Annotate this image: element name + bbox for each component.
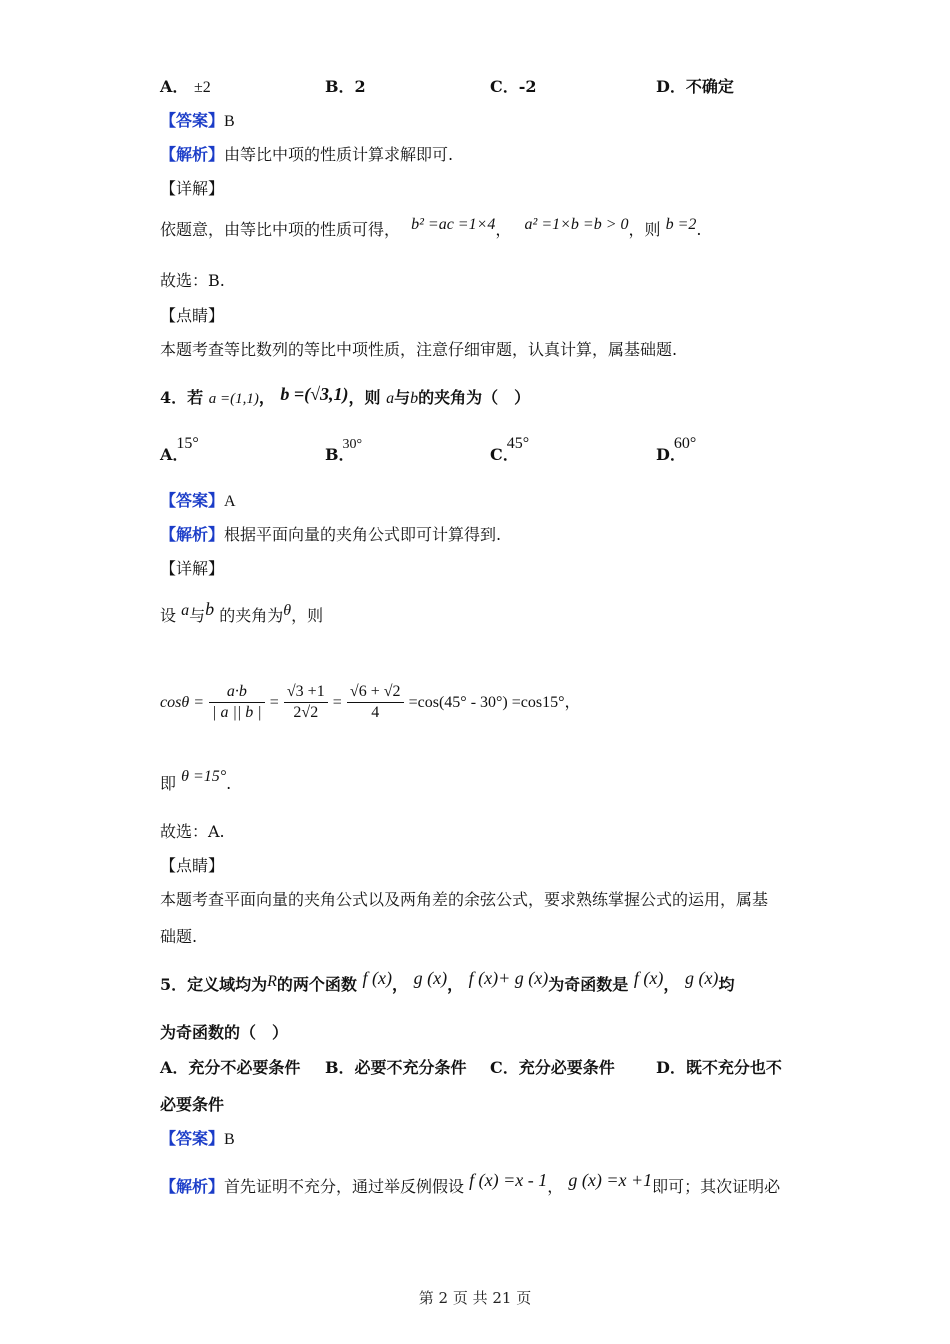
q4-comment-line-2: 础题. (160, 927, 198, 946)
q3-equation-1: b² =ac =1×4 (411, 216, 496, 233)
q5-analysis: 【解析】首先证明不充分，通过举反例假设 f (x) =x - 1， g (x) =x +1即可；其次证明必 (160, 1170, 781, 1196)
q3-comment: 本题考查等比数列的等比中项性质，注意仔细审题，认真计算，属基础题. (160, 340, 678, 359)
q3-equation-2: a² =1×b =b > 0 (524, 216, 629, 233)
q3-detail-heading: 【详解】 (160, 179, 225, 198)
q4-fraction-2: $\frac{√3 +1}{2√2}$ (284, 684, 328, 721)
q4-vector-a: a =(1,1) (208, 391, 259, 407)
q3-option-d: D．不确定 (656, 77, 734, 96)
q3-comment-heading: 【点睛】 (160, 306, 225, 325)
q5-stem-line-2: 为奇函数的（ ） (160, 1023, 289, 1042)
q4-detail-heading: 【详解】 (160, 559, 225, 578)
q4-vector-b: b =(√3,1) (280, 384, 349, 404)
q3-equation-3: b =2 (665, 216, 697, 233)
q4-result: 即 θ =15°. (160, 768, 232, 793)
q3-analysis: 【解析】由等比中项的性质计算求解即可. (160, 145, 454, 164)
q4-option-c: C．45° (490, 435, 530, 464)
q4-analysis: 【解析】根据平面向量的夹角公式即可计算得到. (160, 525, 502, 544)
q5-option-a: A．充分不必要条件 (160, 1058, 301, 1077)
q4-cosine-formula: cosθ = $\frac{a\cdot b}{| a || b |}$ = $\frac{√3 +1}{2√2}$ = $\frac{√6 + √2}{4}$ =cos(45° - 30°) =cos15°， (160, 683, 581, 721)
q3-option-b: B．2 (325, 77, 366, 96)
q4-fraction-1: $\frac{a\cdot b}{| a || b |}$ (209, 684, 265, 721)
page-footer: 第 2 页 共 21 页 (418, 1289, 532, 1307)
q5-option-b: B．必要不充分条件 (325, 1058, 467, 1077)
q5-stem-line-1: 5．定义域均为R的两个函数 f (x)， g (x)， f (x)+ g (x)为奇函数是 f (x)， g (x)均 (160, 968, 735, 994)
q5-option-d-continued: 必要条件 (160, 1095, 225, 1114)
q3-detail-line: 依题意，由等比中项的性质可得， b² =ac =1×4， a² =1×b =b > 0，则 b =2. (160, 216, 702, 239)
q3-option-a: A． ±2 (160, 77, 211, 96)
q5-answer: 【答案】B (160, 1129, 235, 1148)
q4-option-b: B．30° (325, 437, 363, 464)
q3-option-c: C．-2 (490, 77, 537, 96)
q4-stem: 4．若 a =(1,1)， b =(√3,1)，则 a与b的夹角为（ ） (160, 384, 531, 407)
q4-option-a: A．15° (160, 435, 199, 464)
q4-answer: 【答案】A (160, 491, 236, 510)
q4-fraction-3: $\frac{√6 + √2}{4}$ (347, 684, 404, 721)
q4-detail-line: 设 a与b 的夹角为θ，则 (160, 599, 324, 625)
q5-option-c: C．充分必要条件 (490, 1058, 615, 1077)
q3-answer: 【答案】B (160, 111, 235, 130)
q4-comment-heading: 【点睛】 (160, 856, 225, 875)
q4-choice: 故选：A. (160, 822, 225, 841)
q5-option-d: D．既不充分也不 (656, 1058, 782, 1077)
q3-choice: 故选：B. (160, 271, 225, 290)
q3-option-a-value: ±2 (194, 79, 211, 96)
q4-option-d: D．60° (656, 435, 697, 464)
q4-comment-line-1: 本题考查平面向量的夹角公式以及两角差的余弦公式，要求熟练掌握公式的运用，属基 (160, 890, 769, 909)
